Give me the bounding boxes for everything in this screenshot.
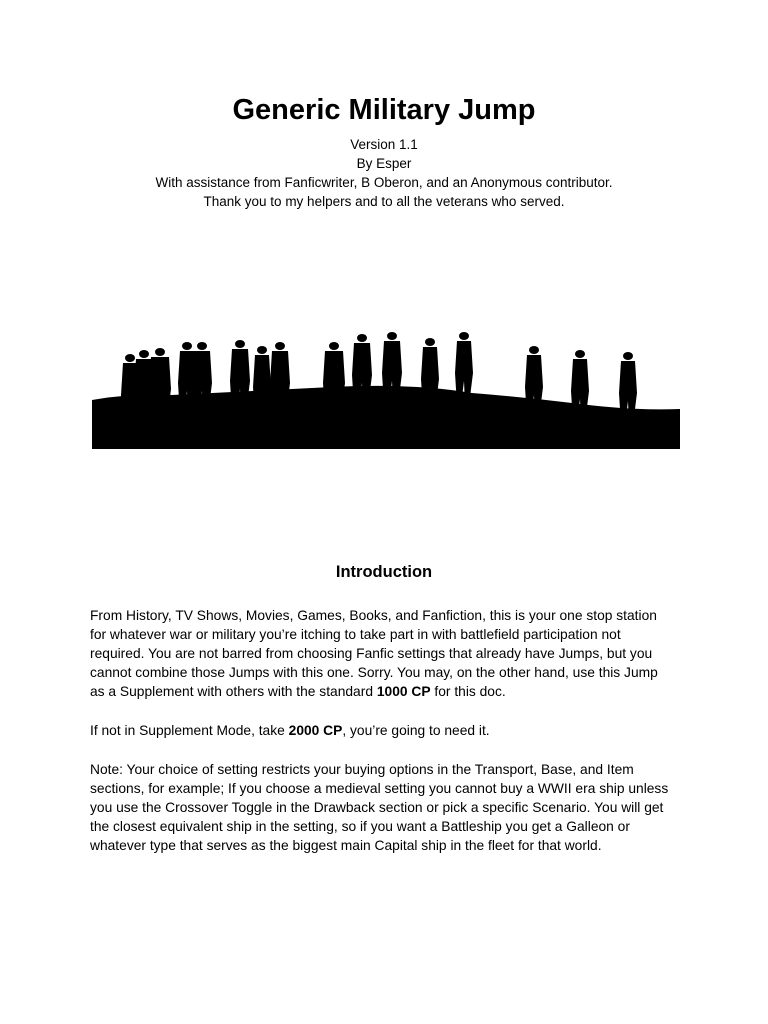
document-title: Generic Military Jump <box>232 94 536 126</box>
text-line: required. You are not barred from choosing Fanfic settings that already have Jumps, but you <box>90 646 653 661</box>
text: for this doc. <box>430 684 506 699</box>
version-text: Version 1.1 <box>350 137 418 152</box>
text-line: for whatever war or military you’re itching to take part in with battlefield participation not <box>90 627 621 642</box>
text-line: Note: Your choice of setting restricts your buying options in the Transport, Base, and Item <box>90 762 634 777</box>
cp-amount: 2000 CP <box>288 723 343 738</box>
assistance-text: With assistance from Fanficwriter, B Oberon, and an Anonymous contributor. <box>155 175 613 190</box>
intro-paragraph-1 <box>90 606 690 701</box>
thanks-text: Thank you to my helpers and to all the veterans who served. <box>203 194 565 209</box>
text-line: cannot combine those Jumps with this one. Sorry. You may, on the other hand, use this Jump <box>90 665 658 680</box>
text-line: sections, for example; If you choose a medieval setting you cannot buy a WWII era ship unless <box>90 781 669 796</box>
text: , you’re going to need it. <box>342 723 490 738</box>
text-line: the closest equivalent ship in the setting, so if you want a Battleship you get a Galleon or <box>90 819 630 834</box>
text: If not in Supplement Mode, take <box>90 723 289 738</box>
text-line: you use the Crossover Toggle in the Drawback section or pick a specific Scenario. You will get <box>90 800 664 815</box>
text-line <box>90 721 690 740</box>
text-line: From History, TV Shows, Movies, Games, Books, and Fanfiction, this is your one stop station <box>90 608 657 623</box>
introduction-heading: Introduction <box>335 563 433 581</box>
cp-amount: 1000 CP <box>376 684 431 699</box>
author-text: By Esper <box>356 156 412 171</box>
text: as a Supplement with others with the standard <box>90 684 377 699</box>
text-line: whatever type that serves as the biggest main Capital ship in the fleet for that world. <box>90 838 602 853</box>
intro-paragraph-3 <box>90 760 690 855</box>
intro-paragraph-2 <box>90 721 690 740</box>
text-line <box>90 682 690 701</box>
soldiers-silhouette-image <box>92 325 680 449</box>
